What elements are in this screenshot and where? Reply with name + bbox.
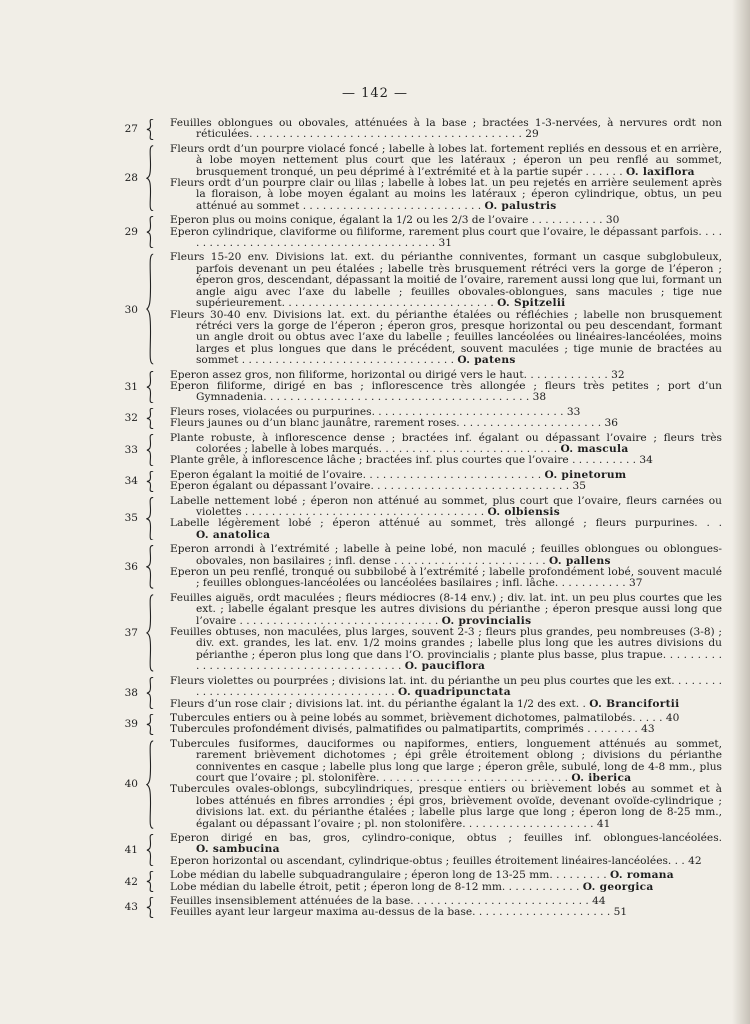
brace-icon [146, 253, 155, 365]
key-lead [170, 627, 722, 673]
brace-icon [146, 594, 155, 672]
key-lead [170, 381, 722, 404]
lead-text: Eperon plus ou moins conique, égalant la 1/2 ou les 2/3 de l’ovaire . . . . . . . . . . . [170, 214, 606, 227]
lead-text: Feuilles oblongues ou obovales, atténuées à la base ; bractées 1-3-nervées, à nervures ordt non réticulées. . . . . . . . . . . . . . . . . . . . . . . . . . . . . . . . . . . . . . . . . [170, 117, 722, 141]
key-couplet [112, 713, 722, 736]
brace-icon [146, 119, 155, 140]
couplet-reference: 32 [611, 368, 625, 381]
lead-text: Fleurs jaunes ou d’un blanc jaunâtre, rarement roses. . . . . . . . . . . . . . . . . . . . . . [170, 417, 605, 430]
key-lead [170, 907, 722, 918]
couplet-number: 38 [124, 686, 138, 699]
brace-icon [146, 145, 155, 211]
couplet-number: 30 [124, 303, 138, 316]
couplet-reference: 42 [688, 854, 702, 867]
couplet-number: 32 [124, 412, 138, 425]
lead-text: Fleurs roses, violacées ou purpurines. . . . . . . . . . . . . . . . . . . . . . . . . . . . . [170, 405, 567, 418]
lead-text: Plante grêle, à inflorescence lâche ; bractées inf. plus courtes que l’ovaire . . . . . . . . . . [170, 454, 640, 467]
taxon-name: O. pauciflora [404, 660, 486, 673]
lead-text: Lobe médian du labelle étroit, petit ; éperon long de 8-12 mm. . . . . . . . . . . . [170, 880, 583, 893]
taxon-name: O. Brancifortii [589, 697, 680, 710]
lead-text: Tubercules profondément divisés, palmatifides ou palmatipartits, comprimés . . . . . . . . [170, 723, 642, 736]
couplet-reference: 29 [525, 128, 539, 141]
taxon-name: O. pallens [549, 554, 611, 567]
couplet-number: 42 [124, 875, 138, 888]
lead-text: Feuilles aiguës, ordt maculées ; fleurs médiocres (8-14 env.) ; div. lat. int. un peu plus courtes que les ext. ; labelle égalant presque les autres divisions du périanthe ; éperon presque aussi long que l’ovaire . . . . . . . . . . . . . . . . . . . . . . . . . . . . . . [170, 591, 722, 627]
taxon-name: O. palustris [484, 199, 557, 212]
key-couplet [112, 593, 722, 673]
taxon-name: O. sambucina [196, 843, 280, 856]
couplet-reference: 36 [604, 417, 618, 430]
taxon-name: O. quadripunctata [398, 686, 511, 699]
key-couplet [112, 739, 722, 830]
couplet-reference: 38 [532, 391, 547, 404]
key-lead [170, 593, 722, 627]
key-lead [170, 676, 722, 699]
couplet-number: 35 [124, 512, 138, 525]
brace-icon [146, 871, 155, 892]
key-lead [170, 724, 722, 735]
couplet-number: 37 [124, 626, 138, 639]
taxon-name: O. georgica [582, 880, 654, 893]
lead-text: Tubercules ovales-oblongs, subcylindriques, presque entiers ou brièvement lobés au sommet et à lobes atténués en fibres arrondies ; épi gros, brièvement ovoïde, devenant ovoïde-cylindrique ; divisions lat. ext. du périanthe étalées ; labelle plus large que long ; éperon long de 8-25 mm., égalant ou dépassant l’ovaire ; pl. non stolonifère. . . . . . . . . . . . . . . . . . . . [170, 783, 722, 830]
key-lead [170, 178, 722, 212]
taxon-name: O. laxiflora [625, 165, 695, 178]
couplet-reference: 51 [613, 906, 628, 919]
lead-text: Eperon cylindrique, claviforme ou filiforme, rarement plus court que l’ovaire, le dépassant parfois. . . . . . . . . . . . . . . . . . . . . . . . . . . . . . . . . . . . . . . . [170, 225, 722, 250]
key-couplet [112, 215, 722, 249]
key-lead [170, 144, 722, 178]
lead-text: Feuilles obtuses, non maculées, plus larges, souvent 2-3 ; fleurs plus grandes, peu nombreuses (3-8) ; div. ext. grandes, les lat. env. 1/2 moins grandes ; labelle plus long que les autres divisions du périanthe ; éperon plus long que dans l’O. provincialis ; plante plus basse, plus trapue. . . . . . . . . . . . . . . . . . . . . . . . . . . . . . . . . . . . . . . . [170, 626, 722, 673]
page-number: — 142 — [341, 86, 409, 101]
key-lead [170, 699, 722, 710]
taxon-name: O. anatolica [196, 528, 271, 541]
taxon-name: O. patens [457, 354, 516, 367]
key-lead [170, 856, 722, 867]
lead-text: Labelle légèrement lobé ; éperon atténué au sommet, très allongé ; fleurs purpurines. . . [170, 517, 722, 530]
key-couplet [112, 676, 722, 710]
identification-key [112, 118, 722, 922]
lead-text: Eperon horizontal ou ascendant, cylindrique-obtus ; feuilles étroitement linéaires-lancéolées. . . [170, 854, 689, 867]
key-lead [170, 252, 722, 309]
taxon-name: O. pinetorum [544, 468, 627, 481]
lead-text: Lobe médian du labelle subquadrangulaire ; éperon long de 13-25 mm. . . . . . . . . [170, 869, 610, 882]
couplet-reference: 43 [641, 723, 655, 736]
couplet-reference: 31 [438, 237, 452, 250]
key-lead [170, 227, 722, 250]
lead-text: Eperon filiforme, dirigé en bas ; inflorescence très allongée ; fleurs très petites ; port d’un Gymnadenia. . . . . . . . . . . . . . . . . . . . . . . . . . . . . . . . . . . . . . . . [170, 379, 722, 404]
key-couplet [112, 470, 722, 493]
key-lead [170, 567, 722, 590]
key-lead [170, 739, 722, 785]
lead-text: Labelle nettement lobé ; éperon non atténué au sommet, plus court que l’ovaire, fleurs carnées ou violettes . . . . . . . . . . . . . . . . . . . . . . . . . . . . . . . . . . . . [170, 494, 722, 518]
lead-text: Eperon égalant la moitié de l’ovaire. . . . . . . . . . . . . . . . . . . . . . . . . . . [170, 468, 545, 481]
lead-text: Eperon arrondi à l’extrémité ; labelle à peine lobé, non maculé ; feuilles oblongues ou oblongues-obovales, non basilaires ; infl. dense . . . . . . . . . . . . . . . . . . . . . . . [170, 543, 722, 567]
key-couplet [112, 252, 722, 366]
lead-text: Fleurs ordt d’un pourpre violacé foncé ; labelle à lobes lat. fortement repliés en dessous et en arrière, à lobe moyen nettement plus court que les latéraux ; éperon un peu renflé au sommet, brusquement tronqué, un peu déprimé à l’extrémité et à la partie supér . . . . . . [170, 142, 722, 178]
taxon-name: O. mascula [560, 442, 629, 455]
couplet-number: 27 [124, 123, 138, 136]
key-lead [170, 784, 722, 830]
lead-text: Eperon un peu renflé, tronqué ou subbilobé à l’extrémité ; labelle profondément lobé, souvent maculé ; feuilles oblongues-lancéolées ou lancéolées basilaires ; infl. lâche. . . . . . . . . . . [170, 566, 722, 590]
brace-icon [146, 408, 155, 429]
brace-icon [146, 471, 155, 492]
key-couplet [112, 370, 722, 404]
key-couplet [112, 496, 722, 542]
taxon-name: O. provincialis [441, 614, 532, 627]
key-couplet [112, 407, 722, 430]
brace-icon [146, 897, 155, 918]
lead-text: Eperon égalant ou dépassant l’ovaire. . . . . . . . . . . . . . . . . . . . . . . . . . . . . . [170, 480, 573, 493]
brace-icon [146, 371, 155, 403]
brace-icon [146, 497, 155, 541]
lead-text: Fleurs d’un rose clair ; divisions lat. int. du périanthe égalant la 1/2 des ext. . [170, 697, 590, 710]
brace-icon [146, 714, 155, 735]
brace-icon [146, 216, 155, 248]
key-couplet [112, 896, 722, 919]
key-lead [170, 518, 722, 541]
taxon-name: O. Spitzelii [497, 297, 566, 310]
couplet-reference: 34 [639, 454, 653, 467]
lead-text: Feuilles ayant leur largeur maxima au-dessus de la base. . . . . . . . . . . . . . . . . . . . . [170, 906, 614, 919]
couplet-number: 40 [124, 778, 138, 791]
couplet-number: 34 [124, 475, 138, 488]
key-lead [170, 882, 722, 893]
lead-text: Eperon dirigé en bas, gros, cylindro-conique, obtus ; feuilles inf. oblongues-lancéolées. [170, 831, 722, 844]
couplet-number: 43 [124, 901, 138, 914]
couplet-reference: 33 [566, 405, 581, 418]
lead-text: Fleurs 15-20 env. Divisions lat. ext. du périanthe conniventes, formant un casque subglobuleux, parfois devenant un peu étalées ; labelle très brusquement rétréci vers la gorge de l’éperon ; éperon gros, descendant, dépassant la moitié de l’ovaire, rarement aussi long que lui, formant un angle aigu avec l’axe du labelle ; feuilles obovales-oblongues, sans macules ; tige nue supérieurement. . . . . . . . . . . . . . . . . . . . . . . . . . . . . . . . [170, 251, 722, 310]
key-couplet [112, 833, 722, 867]
couplet-number: 29 [124, 226, 138, 239]
couplet-number: 41 [124, 844, 138, 857]
couplet-number: 28 [124, 172, 138, 185]
lead-text: Plante robuste, à inflorescence dense ; bractées inf. égalant ou dépassant l’ovaire ; fleurs très colorées ; labelle à lobes marqués. . . . . . . . . . . . . . . . . . . . . . . . . . . [170, 431, 722, 455]
key-couplet [112, 118, 722, 141]
lead-text: Fleurs 30-40 env. Divisions lat. ext. du périanthe étalées ou réfléchies ; labelle non brusquement rétréci vers la gorge de l’éperon ; éperon gros, presque horizontal ou peu descendant, formant un angle droit ou obtus avec l’axe du labelle ; feuilles lancéolées ou linéaires-lancéolées, moins larges et plus longues que dans le précédent, souvent maculées ; tige munie de bractées au sommet . . . . . . . . . . . . . . . . . . . . . . . . . . . . . . . . [170, 308, 722, 367]
brace-icon [146, 677, 155, 709]
couplet-reference: 40 [665, 711, 680, 724]
taxon-name: O. iberica [571, 771, 632, 784]
lead-text: Eperon assez gros, non filiforme, horizontal ou dirigé vers le haut. . . . . . . . . . . . . [170, 368, 612, 381]
key-lead [170, 118, 722, 141]
taxon-name: O. olbiensis [487, 506, 560, 518]
key-couplet [112, 433, 722, 467]
couplet-number: 33 [124, 443, 138, 456]
couplet-reference: 35 [572, 480, 586, 493]
book-spine-shadow [732, 0, 750, 1024]
couplet-number: 31 [124, 380, 138, 393]
key-couplet [112, 144, 722, 212]
key-lead [170, 481, 722, 492]
lead-text: Fleurs ordt d’un pourpre clair ou lilas ; labelle à lobes lat. un peu rejetés en arrière seulement après la floraison, à lobe moyen égalant au moins les latéraux ; éperon cylindrique, obtus, un peu atténué au sommet . . . . . . . . . . . . . . . . . . . . . . . . . . . [170, 177, 722, 212]
brace-icon [146, 434, 155, 466]
brace-icon [146, 834, 155, 866]
key-couplet [112, 544, 722, 590]
couplet-reference: 44 [592, 895, 606, 907]
lead-text: Feuilles insensiblement atténuées de la base. . . . . . . . . . . . . . . . . . . . . . . . . . . [170, 895, 593, 907]
key-lead [170, 310, 722, 367]
key-couplet [112, 870, 722, 893]
couplet-number: 36 [124, 561, 138, 574]
taxon-name: O. romana [609, 869, 674, 882]
key-lead [170, 433, 722, 456]
couplet-reference: 37 [628, 577, 643, 590]
couplet-number: 39 [124, 718, 138, 731]
lead-text: Fleurs violettes ou pourprées ; divisions lat. int. du périanthe un peu plus courtes que les ext. . . . . . . . . . . . . . . . . . . . . . . . . . . . . . . . . . . . . . [170, 674, 722, 699]
key-lead [170, 496, 722, 519]
lead-text: Tubercules entiers ou à peine lobés au sommet, brièvement dichotomes, palmatilobés. . . . . [170, 711, 666, 724]
key-lead [170, 544, 722, 567]
key-lead [170, 833, 722, 856]
key-lead [170, 455, 722, 466]
brace-icon [146, 740, 155, 829]
couplet-reference: 41 [596, 817, 611, 830]
lead-text: Tubercules fusiformes, dauciformes ou napiformes, entiers, longuement atténués au sommet, rarement brièvement dichotomes ; épi grêle étroitement oblong ; divisions du périanthe conniventes en casque ; labelle plus long que large ; éperon grêle, subulé, long de 4-8 mm., plus court que l’ovaire ; pl. stolonifère. . . . . . . . . . . . . . . . . . . . . . . . . . . . . [170, 737, 722, 784]
brace-icon [146, 545, 155, 589]
couplet-reference: 30 [605, 214, 620, 227]
key-lead [170, 418, 722, 429]
